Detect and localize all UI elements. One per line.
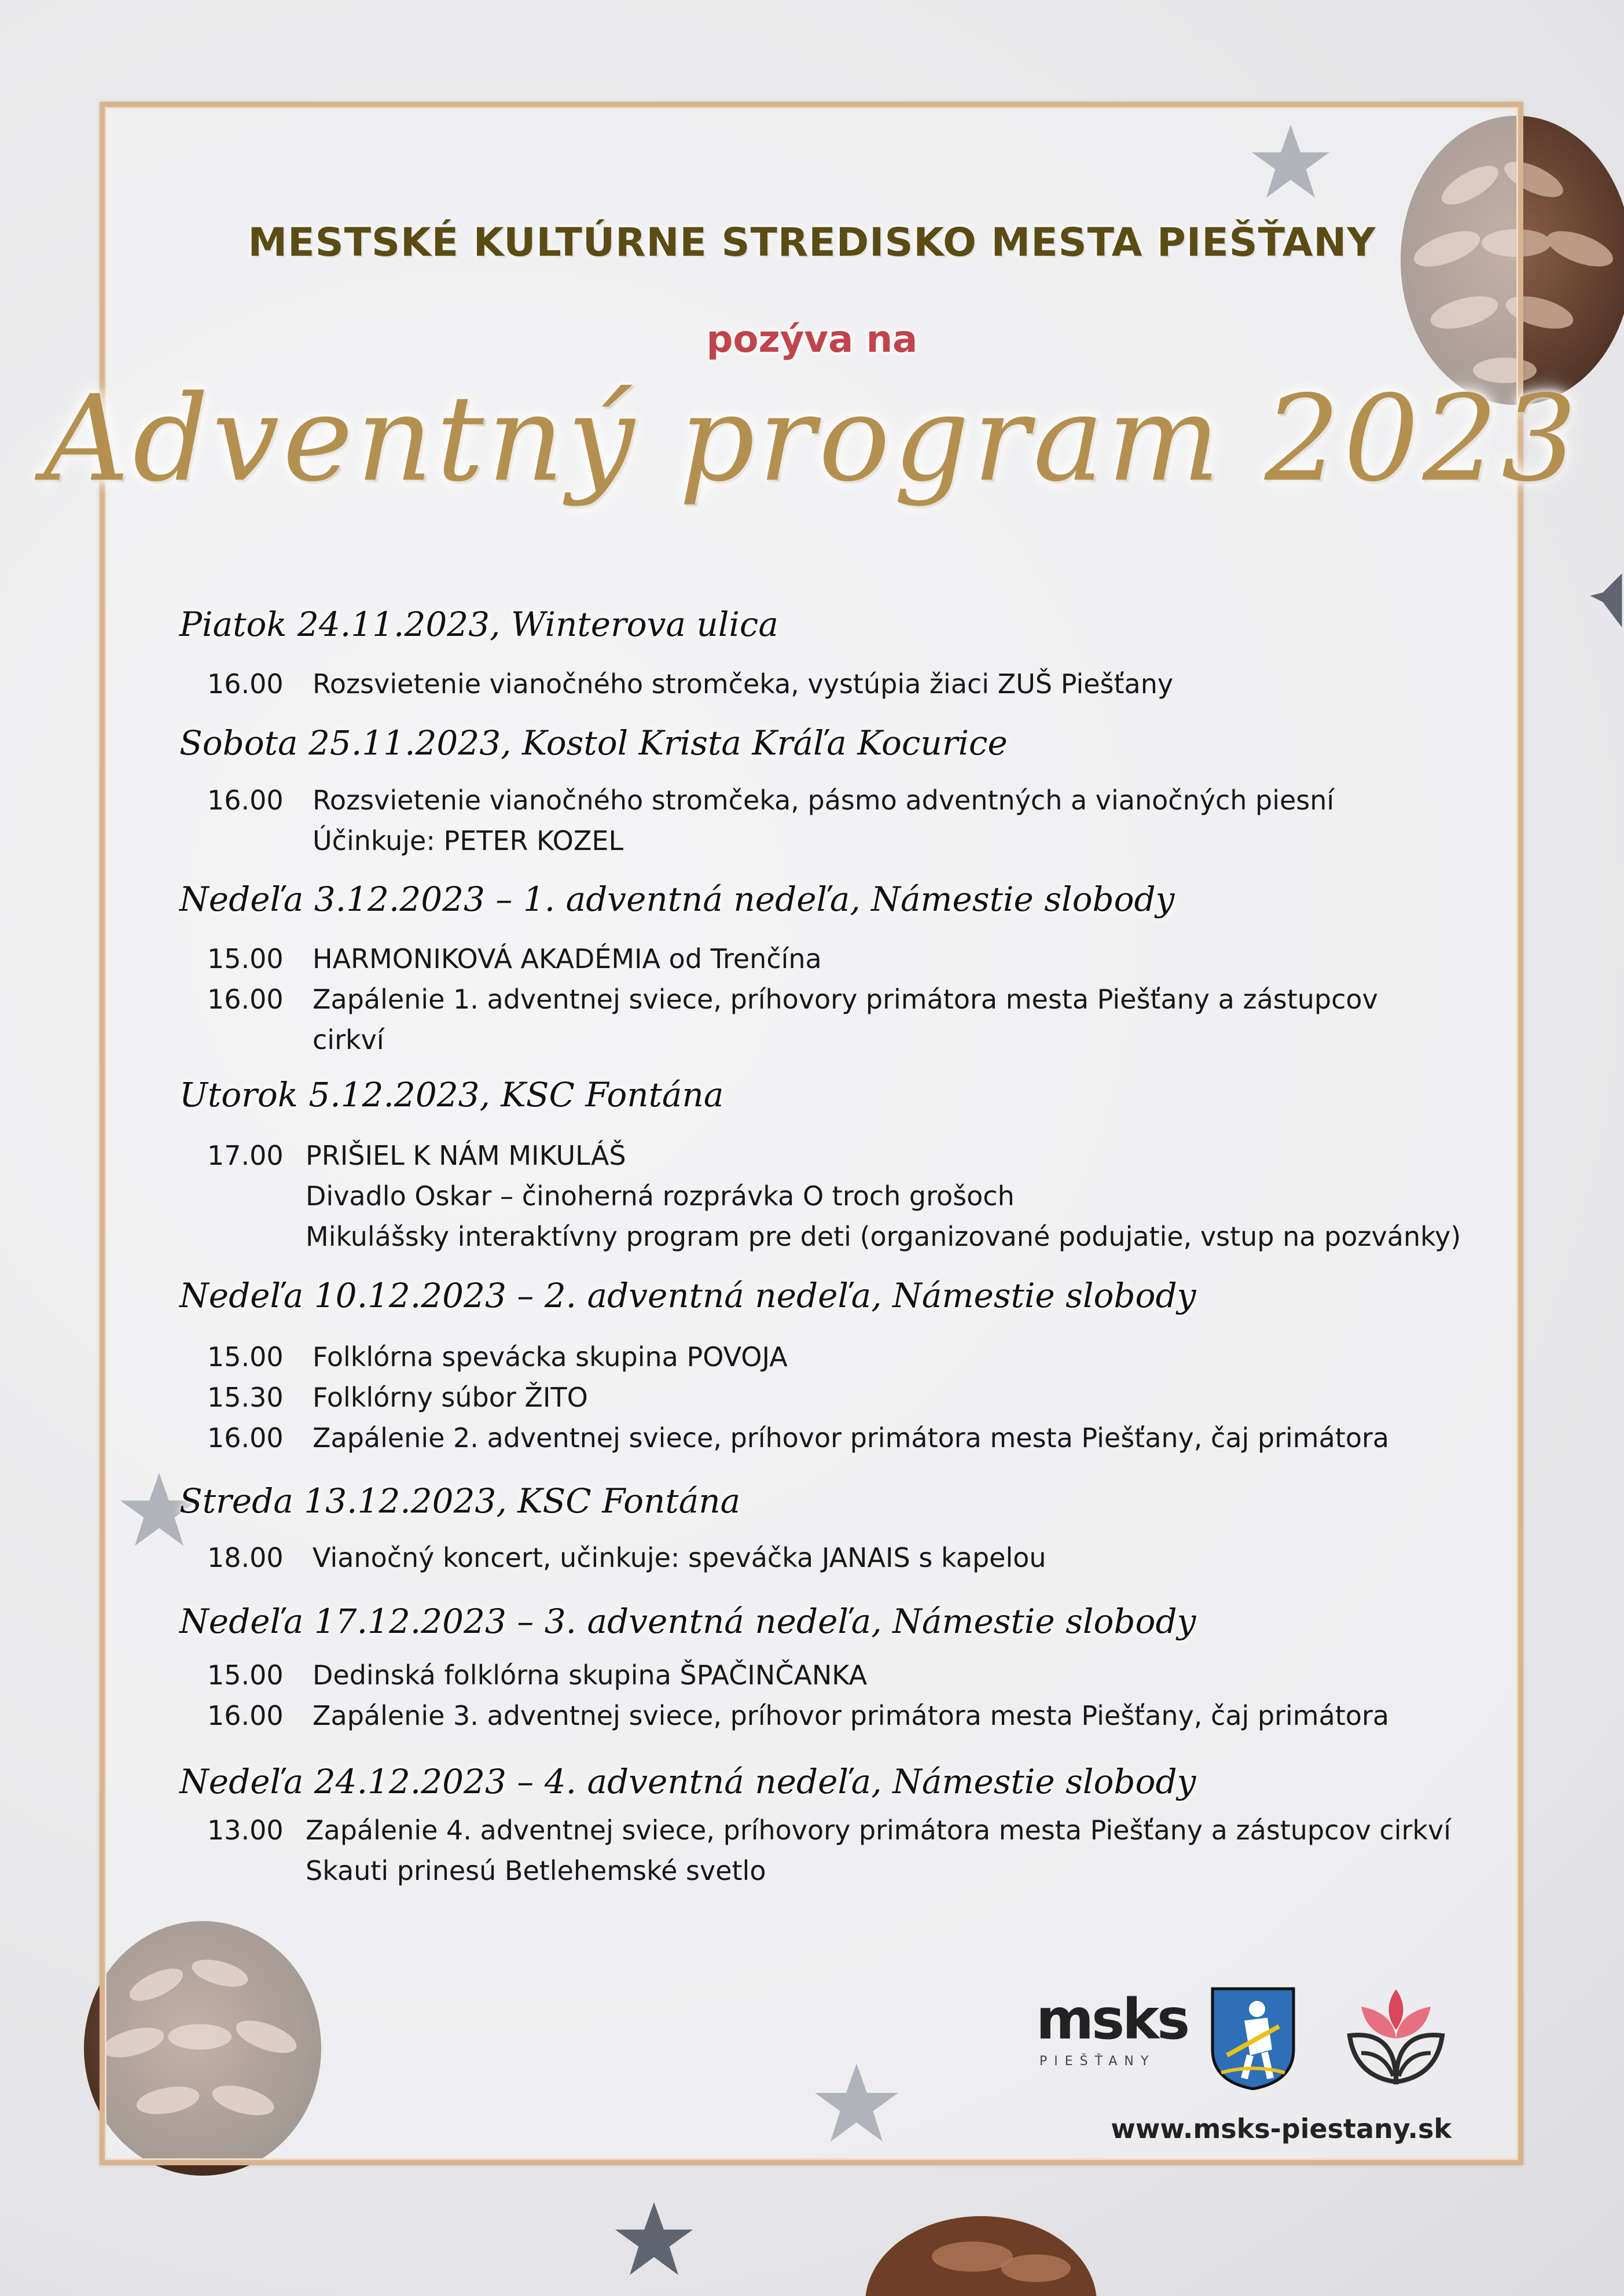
star-icon: [1589, 567, 1623, 631]
day-heading: Streda 13.12.2023, KSC Fontána: [179, 1481, 741, 1521]
event-text: Vianočný koncert, učinkuje: speváčka JANAIS s kapelou: [313, 1542, 1046, 1573]
event-time: 16.00: [207, 668, 284, 700]
pine-cone-icon: [857, 2210, 1105, 2296]
event-text: Rozsvietenie vianočného stromčeka, vystúpia žiaci ZUŠ Piešťany: [313, 668, 1174, 700]
event-time: 15.00: [207, 1660, 284, 1691]
day-heading: Utorok 5.12.2023, KSC Fontána: [179, 1075, 724, 1114]
lotus-logo-icon: [1338, 1984, 1454, 2088]
website-url[interactable]: www.msks-piestany.sk: [1111, 2113, 1452, 2144]
event-text: Skauti prinesú Betlehemské svetlo: [306, 1855, 766, 1886]
day-heading: Piatok 24.11.2023, Winterova ulica: [179, 605, 778, 644]
program-title: Adventný program 2023: [43, 370, 1581, 508]
event-time: 17.00: [207, 1140, 284, 1171]
invite-text: pozýva na: [706, 318, 918, 361]
event-time: 16.00: [207, 1700, 284, 1731]
event-time: 15.00: [207, 1341, 284, 1373]
event-time: 16.00: [207, 984, 284, 1015]
day-heading: Nedeľa 24.12.2023 – 4. adventná nedeľa, Námestie slobody: [179, 1762, 1196, 1801]
event-text: Dedinská folklórna skupina ŠPAČINČANKA: [313, 1660, 868, 1691]
event-text: HARMONIKOVÁ AKADÉMIA od Trenčína: [313, 943, 822, 974]
msks-logo: [1036, 1987, 1188, 2083]
event-time: 15.00: [207, 943, 284, 974]
day-heading: Nedeľa 10.12.2023 – 2. adventná nedeľa, Námestie slobody: [179, 1276, 1196, 1315]
event-time: 18.00: [207, 1542, 284, 1573]
msks-logo-text: msks: [1036, 1987, 1188, 2052]
event-text: PRIŠIEL K NÁM MIKULÁŠ: [306, 1140, 626, 1171]
organization-title: MESTSKÉ KULTÚRNE STREDISKO MESTA PIEŠŤANY: [248, 220, 1376, 266]
day-heading: Sobota 25.11.2023, Kostol Krista Kráľa Kocurice: [179, 723, 1008, 763]
msks-logo-subtext: PIEŠŤANY: [1039, 2054, 1156, 2069]
event-text: Divadlo Oskar – činoherná rozprávka O troch grošoch: [306, 1180, 1015, 1212]
event-text: Mikulášsky interaktívny program pre deti (organizované podujatie, vstup na pozvánky): [306, 1221, 1461, 1252]
event-text: Zapálenie 2. adventnej sviece, príhovor primátora mesta Piešťany, čaj primátora: [313, 1422, 1390, 1454]
event-text: Zapálenie 4. adventnej sviece, príhovory primátora mesta Piešťany a zástupcov cirkví: [306, 1815, 1452, 1846]
event-text: Účinkuje: PETER KOZEL: [313, 825, 624, 856]
day-heading: Nedeľa 17.12.2023 – 3. adventná nedeľa, Námestie slobody: [179, 1602, 1196, 1641]
event-text: Rozsvietenie vianočného stromčeka, pásmo adventných a vianočných piesní: [313, 785, 1335, 816]
event-text: Folklórna spevácka skupina POVOJA: [313, 1341, 788, 1373]
coat-of-arms-icon: [1210, 1986, 1296, 2090]
day-heading: Nedeľa 3.12.2023 – 1. adventná nedeľa, Námestie slobody: [179, 880, 1175, 919]
event-text: Zapálenie 3. adventnej sviece, príhovor primátora mesta Piešťany, čaj primátora: [313, 1700, 1390, 1731]
star-icon: [613, 2199, 695, 2280]
event-time: 15.30: [207, 1382, 284, 1413]
event-time: 16.00: [207, 785, 284, 816]
event-text: Folklórny súbor ŽITO: [313, 1382, 588, 1413]
event-time: 13.00: [207, 1815, 284, 1846]
event-text: cirkví: [313, 1024, 384, 1055]
event-text: Zapálenie 1. adventnej sviece, príhovory primátora mesta Piešťany a zástupcov: [313, 984, 1378, 1015]
event-time: 16.00: [207, 1422, 284, 1454]
